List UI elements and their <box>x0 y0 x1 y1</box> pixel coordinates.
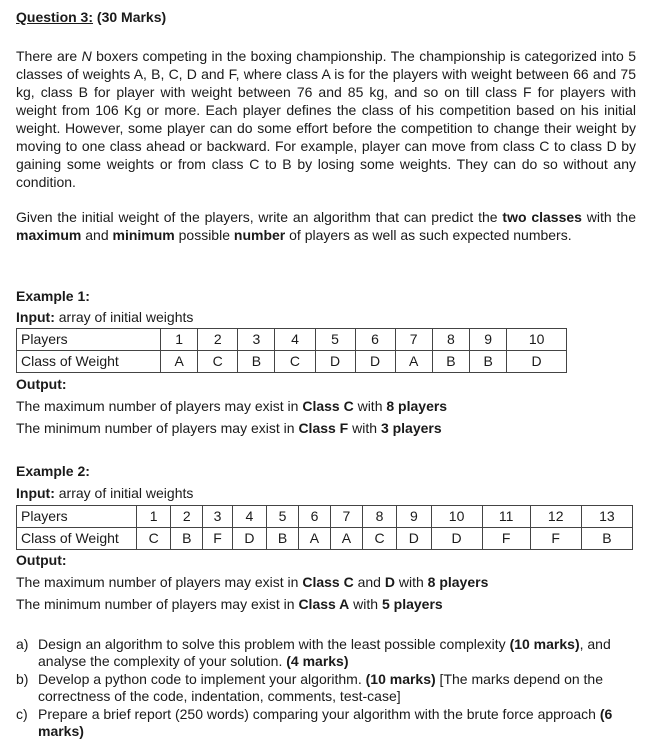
sub-question-c <box>16 706 636 740</box>
example2-class-cell: B <box>267 528 299 550</box>
example1-input-text: array of initial weights <box>54 309 194 325</box>
example2-class-cell: F <box>482 528 530 550</box>
intro-text-1: There are <box>16 48 82 64</box>
example1-title: Example 1: <box>16 288 90 304</box>
sub-question-marker: c) <box>16 706 28 722</box>
example2-player-cell: 8 <box>362 506 396 528</box>
example2-class-row <box>17 528 633 550</box>
example2-table <box>16 505 633 550</box>
example2-player-cell: 12 <box>530 506 581 528</box>
example2-min-mid: with <box>349 596 382 612</box>
example2-player-cell: 10 <box>431 506 482 528</box>
sub-question-marks: (6 marks) <box>38 706 613 739</box>
example1-class-cell: B <box>432 351 469 373</box>
example2-class-cell: F <box>530 528 581 550</box>
example2-min-count: 5 players <box>381 596 443 612</box>
example1-class-cell: D <box>315 351 355 373</box>
example2-max-count: 8 players <box>427 574 489 590</box>
sub-question-text: [The marks depend on the correctness of the code, indentation, comments, test-case] <box>38 671 603 704</box>
example1-player-cell: 4 <box>275 329 315 351</box>
example1-max-mid: with <box>353 398 387 414</box>
example1-table <box>16 328 567 373</box>
example1-class-cell: C <box>198 351 238 373</box>
example2-title: Example 2: <box>16 463 90 479</box>
task-text-1: Given the initial weight of the players, write an algorithm that can predict the <box>16 209 503 225</box>
example1-class-cell: A <box>161 351 198 373</box>
example2-class-cell: F <box>203 528 233 550</box>
example1-input-line <box>16 309 193 325</box>
sub-question-marks: (10 marks) <box>365 671 436 687</box>
example1-player-cell: 9 <box>470 329 507 351</box>
example1-player-cell: 5 <box>315 329 355 351</box>
example1-player-cell: 6 <box>355 329 395 351</box>
sub-question-text: Develop a python code to implement your algorithm. <box>38 671 366 687</box>
example2-class-cell: C <box>362 528 396 550</box>
example1-class-cell: A <box>395 351 432 373</box>
example1-min-class: Class F <box>298 420 349 436</box>
example1-player-cell: 3 <box>238 329 275 351</box>
example1-output-label: Output: <box>16 376 67 392</box>
task-bold-1: two classes <box>502 209 582 225</box>
example2-max-class2: D <box>384 574 395 590</box>
example1-class-cell: B <box>470 351 507 373</box>
example1-player-cell: 7 <box>395 329 432 351</box>
example1-max-count: 8 players <box>386 398 448 414</box>
example1-min-pre: The minimum number of players may exist in <box>16 420 299 436</box>
example2-player-cell: 5 <box>267 506 299 528</box>
task-bold-4: number <box>233 227 286 243</box>
example1-player-cell: 8 <box>432 329 469 351</box>
sub-question-marks: (4 marks) <box>286 653 349 669</box>
example2-output-max <box>16 574 488 590</box>
sub-question-text: , and analyse the complexity of your solution. <box>38 636 611 669</box>
example1-min-mid: with <box>348 420 381 436</box>
example2-player-cell: 1 <box>137 506 171 528</box>
sub-question-text: Prepare a brief report (250 words) comparing your algorithm with the brute force approach <box>38 706 600 722</box>
example1-player-cell: 1 <box>161 329 198 351</box>
example2-class-cell: B <box>171 528 203 550</box>
example2-output-min <box>16 596 443 612</box>
example2-output-label: Output: <box>16 552 67 568</box>
example1-class-cell: C <box>275 351 315 373</box>
example2-max-mid: with <box>394 574 428 590</box>
example2-class-cell: A <box>330 528 362 550</box>
example1-class-cell: D <box>507 351 567 373</box>
sub-question-a <box>16 636 636 670</box>
task-text-5: of players as well as such expected numbers. <box>285 227 572 243</box>
sub-question-text: Design an algorithm to solve this problem with the least possible complexity <box>38 636 510 652</box>
example1-class-label: Class of Weight <box>17 351 161 373</box>
example2-player-cell: 3 <box>203 506 233 528</box>
example2-player-cell: 9 <box>397 506 431 528</box>
example2-player-cell: 4 <box>232 506 266 528</box>
example1-player-cell: 10 <box>507 329 567 351</box>
sub-question-list <box>16 636 636 741</box>
example2-player-cell: 13 <box>581 506 632 528</box>
example1-output-min <box>16 420 442 436</box>
task-text-4: possible <box>174 227 234 243</box>
example2-player-cell: 11 <box>482 506 530 528</box>
example2-input-line <box>16 485 193 501</box>
example2-input-text: array of initial weights <box>54 485 194 501</box>
example1-player-cell: 2 <box>198 329 238 351</box>
example2-max-and: and <box>353 574 385 590</box>
example1-input-label: Input: <box>16 309 55 325</box>
example2-class-cell: C <box>137 528 171 550</box>
intro-text-2: boxers competing in the boxing championship. The championship is categorized into 5 classes of weights A, B, C, D and F, where class A is for the players with weight between 66 and 75 kg, class B for player with weight between 76 and 85 kg, and so on till class F for players with weight from 106 Kg or more. Each player defines the class of his competition based on his initial weight. However, some player can do some effort before the competition to change their weight by moving to one class ahead or backward. For example, player can move from class C to class D by gaining some weights or from class C to B by losing some weights. They can do so without any condition. <box>16 48 636 190</box>
example2-class-cell: D <box>232 528 266 550</box>
task-text-2: with the <box>581 209 637 225</box>
example1-class-cell: B <box>238 351 275 373</box>
example2-player-cell: 7 <box>330 506 362 528</box>
example2-class-cell: B <box>581 528 632 550</box>
sub-question-marker: a) <box>16 636 29 652</box>
example2-input-label: Input: <box>16 485 55 501</box>
sub-question-marks: (10 marks) <box>509 636 580 652</box>
example2-class-cell: D <box>431 528 482 550</box>
example2-players-row <box>17 506 633 528</box>
example1-max-class: Class C <box>302 398 354 414</box>
example2-class-label: Class of Weight <box>17 528 137 550</box>
question-heading <box>16 9 166 25</box>
example1-players-label: Players <box>17 329 161 351</box>
example2-min-pre: The minimum number of players may exist in <box>16 596 299 612</box>
example2-player-cell: 2 <box>171 506 203 528</box>
example1-class-row <box>17 351 567 373</box>
task-description <box>16 208 636 244</box>
example1-class-cell: D <box>355 351 395 373</box>
example2-players-label: Players <box>17 506 137 528</box>
example2-max-class: Class C <box>302 574 354 590</box>
example2-player-cell: 6 <box>299 506 331 528</box>
question-label: Question 3: <box>16 9 94 25</box>
example1-players-row <box>17 329 567 351</box>
example2-max-pre: The maximum number of players may exist in <box>16 574 303 590</box>
sub-question-marker: b) <box>16 671 29 687</box>
example2-min-class: Class A <box>298 596 350 612</box>
problem-description <box>16 47 636 191</box>
example1-max-pre: The maximum number of players may exist in <box>16 398 303 414</box>
example2-class-cell: A <box>299 528 331 550</box>
question-marks: (30 Marks) <box>93 9 167 25</box>
sub-question-b <box>16 671 636 705</box>
intro-variable-n: N <box>81 48 92 64</box>
example2-class-cell: D <box>397 528 431 550</box>
example1-min-count: 3 players <box>380 420 442 436</box>
task-bold-2: maximum <box>16 227 82 243</box>
example1-output-max <box>16 398 447 414</box>
task-text-3: and <box>81 227 113 243</box>
task-bold-3: minimum <box>112 227 175 243</box>
